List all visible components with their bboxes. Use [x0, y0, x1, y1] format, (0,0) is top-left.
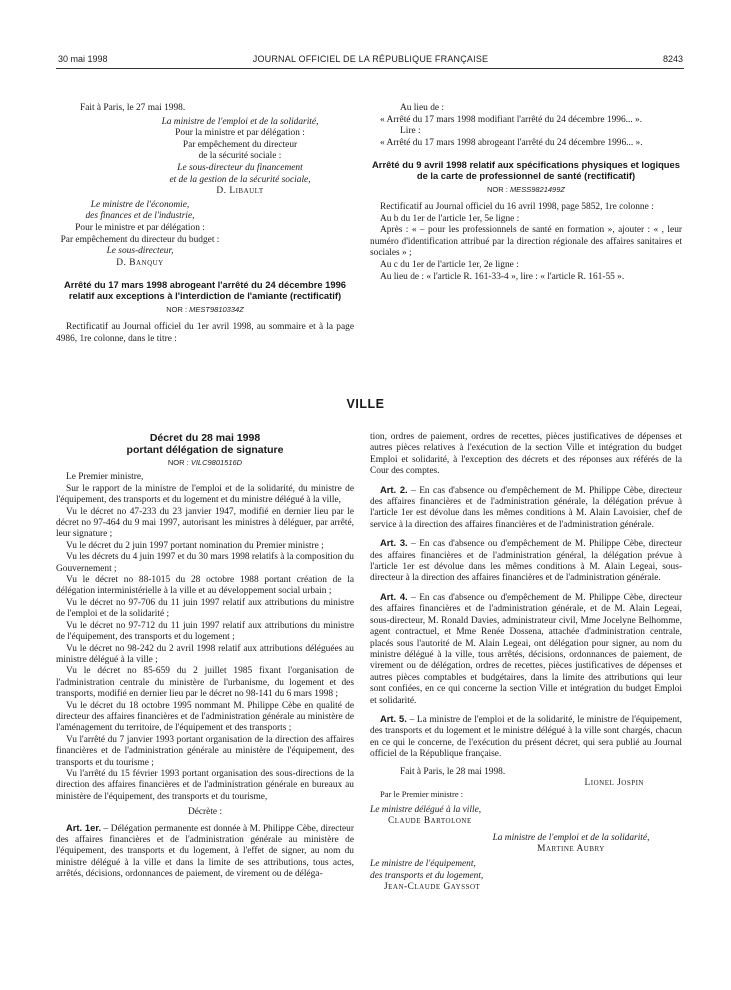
signature-title: La ministre de l'emploi et de la solidarité, — [492, 832, 650, 843]
sig2-line: Par empêchement du directeur du budget : — [60, 234, 220, 245]
decret-paragraph: Vu le décret no 97-706 du 11 juin 1997 relatif aux attributions du ministre de l'emploi et de la solidarité ; — [56, 597, 354, 620]
signature-block-1 — [126, 117, 354, 198]
decret-right-column — [370, 432, 682, 894]
nor-line: NOR : MEST9810334Z — [166, 305, 244, 315]
article-5-text: – La ministre de l'emploi et de la solidarité, le ministre de l'équipement, des transports et du logement et le ministre délégué à la ville sont chargés, chacun en ce qui le concerne, de l'exécution du présent décret, qui sera publié au Journal officiel de la République française. — [370, 714, 682, 760]
article-4 — [370, 591, 682, 707]
sig1-line: Pour la ministre et par délégation : — [175, 128, 305, 139]
article-3-label: Art. 3. — [380, 537, 408, 549]
nor-line: NOR : VILC9801516D — [167, 458, 243, 467]
sig1-line: et de la gestion de la sécurité sociale, — [169, 174, 311, 185]
paragraph: Au b du 1er de l'article 1er, 5e ligne : — [380, 213, 520, 224]
paragraph: Lire : — [400, 126, 421, 137]
decret-subtitle: portant délégation de signature — [126, 444, 284, 456]
signature-title: des transports et du logement, — [370, 870, 484, 881]
nor-code: MEST9810334Z — [189, 305, 244, 315]
paragraph: Au lieu de : — [400, 103, 445, 113]
decret-left-column — [56, 432, 354, 881]
sig1-line: La ministre de l'emploi et de la solidarité, — [161, 116, 319, 127]
sig1-line: de la sécurité sociale : — [198, 151, 282, 162]
signature-ville — [370, 805, 682, 828]
signature-name: Martine Aubry — [537, 844, 605, 854]
nor-code: MESS9821499Z — [509, 185, 565, 195]
decret-paragraph: Vu l'arrêté du 7 janvier 1993 portant organisation de la direction des affaires financières et de l'administration générale au ministère de l'équipement, des transports et du tourisme ; — [56, 734, 354, 768]
par-premier-ministre: Par le Premier ministre : — [380, 789, 464, 800]
decrete-line: Décrète : — [187, 807, 223, 818]
nor-code: VILC9801516D — [190, 458, 243, 467]
article-3 — [370, 537, 682, 585]
article-5-label: Art. 5. — [380, 712, 407, 724]
decret-paragraph: Sur le rapport de la ministre de l'emploi et de la solidarité, du ministre de l'équipement, des transports et du logement et du ministre délégué à la ville, — [56, 483, 354, 506]
article-1 — [56, 822, 354, 881]
paragraph: « Arrêté du 17 mars 1998 modifiant l'arrêté du 24 décembre 1996... ». — [380, 114, 643, 125]
signature-name: Lionel Jospin — [584, 777, 644, 788]
decret-paragraph: Vu le décret no 88-1015 du 28 octobre 1988 portant création de la délégation interministérielle à la ville et au développement social urbain ; — [56, 575, 354, 597]
header-page-number: 8243 — [662, 54, 683, 64]
top-left-column — [56, 103, 354, 345]
sig2-line: Le sous-directeur, — [106, 246, 174, 257]
signature-block-2 — [56, 200, 224, 270]
decret-paragraph: Vu le décret no 97-712 du 11 juin 1997 relatif aux attributions du ministre de l'équipement, des transports et du logement ; — [56, 620, 354, 643]
sig1-line: Le sous-directeur du financement — [177, 162, 303, 173]
decret-paragraph: Vu le décret no 47-233 du 23 janvier 1947, modifié en dernier lieu par le décret no 97-464 du 9 mai 1997, autorisant les ministres à déléguer, par arrêté, leur signature ; — [56, 506, 354, 540]
article-2-label: Art. 2. — [380, 483, 408, 495]
article-1-text: – Délégation permanente est donnée à M. Philippe Cèbe, directeur des affaires financières et de l'administration générale au ministère de l'équipement, des transports et du logement, à l'effet de signer, au nom du ministre délégué à la ville et dans la limite de ses attributions, tous actes, arrêtés, décisions, ordonnances de paiement, de virement ou de déléga- — [56, 823, 354, 880]
decret-paragraph: Vu le décret no 85-659 du 2 juillet 1985 fixant l'organisation de l'administration centrale du ministère de l'urbanisme, du logement et des transports, modifié en dernier lieu par le décret no 98-141 du 6 mars 1998 ; — [56, 666, 354, 700]
sig2-line: Pour le ministre et par délégation : — [75, 222, 205, 233]
header-rule — [56, 68, 684, 69]
decret-paragraph: Vu le décret du 18 octobre 1995 nommant M. Philippe Cèbe en qualité de directeur des affaires financières et de l'administration générale au ministère de l'aménagement du territoire, de l'équipement et des transports ; — [56, 700, 354, 734]
rectificatif-paragraph: Rectificatif au Journal officiel du 1er avril 1998, au sommaire et à la page 4986, 1re colonne, dans le titre : — [56, 321, 354, 344]
sig1-line: Par empêchement du directeur — [182, 139, 298, 150]
decret-title: Décret du 28 mai 1998 — [149, 432, 261, 444]
signature-name: Claude Bartolone — [388, 816, 472, 827]
decret-paragraph: Vu les décrets du 4 juin 1997 et du 30 mars 1998 relatifs à la composition du Gouvernement ; — [56, 552, 354, 574]
article-2-text: – En cas d'absence ou d'empêchement de M. Philippe Cèbe, directeur des affaires financières et de l'administration générale, la délégation prévue à l'article 1er est dévolue dans les mêmes conditions à M. Alain Lavoisier, chef de service à la direction des affaires financières et de l'administration générale. — [370, 485, 682, 530]
decret-paragraph: Vu l'arrêté du 15 février 1993 portant organisation des sous-directions de la direction des affaires financières et de l'administration générale en bureaux au ministère de l'équipement, des transports et du tourisme, — [56, 768, 354, 802]
fait-a-paris-1: Fait à Paris, le 27 mai 1998. — [80, 103, 186, 113]
signature-jospin — [370, 778, 644, 789]
arrete-17-mars-title: Arrêté du 17 mars 1998 abrogeant l'arrêté du 24 décembre 1996 relatif aux exceptions à l'interdiction de l'amiante (rectificatif) — [63, 279, 347, 302]
signature-name: Jean-Claude Gayssot — [384, 882, 481, 893]
paragraph: « Arrêté du 17 mars 1998 abrogeant l'arrêté du 24 décembre 1996... ». — [380, 137, 643, 148]
paragraph: Au c du 1er de l'article 1er, 2e ligne : — [380, 259, 519, 270]
signature-emploi — [460, 833, 682, 856]
article-2 — [370, 484, 682, 532]
article-4-text: – En cas d'absence ou d'empêchement de M. Philippe Cèbe, directeur des affaires financières et de l'administration générale, et de M. Alain Legeai, sous-directeur, M. Ronald Davies, administrateur civil, Mme Jocelyne Belhomme, agent contractuel, et Mme Renée Dossena, attachée d'administration centrale, placés sous l'autorité de M. Alain Legeai, ont délégation pour signer, au nom du ministre délégué à la ville, tous arrêtés, décisions, ordonnances de paiement, de virement ou de délégation, ordres de recettes, pièces justificatives de dépenses et autres pièces comptables et budgétaires, dans la limite des attributions qui leur sont confiées, en ce qui concerne la section Ville et intégration du budget Emploi et solidarité. — [370, 592, 682, 706]
nor-line: NOR : MESS9821499Z — [487, 185, 565, 195]
top-right-column — [370, 103, 682, 283]
article-1-label: Art. 1er. — [66, 821, 102, 833]
article-3-text: – En cas d'absence ou d'empêchement de M. Philippe Cèbe, directeur des affaires financières et de l'administration général, la délégation prévue à l'article 1er est dévolue dans les mêmes conditions à M. Alain Legeai, sous-directeur à la direction des affaires financières et de l'administration générale. — [370, 539, 682, 584]
article-4-label: Art. 4. — [380, 590, 408, 602]
sig2-line: des finances et de l'industrie, — [85, 211, 195, 222]
article-5 — [370, 713, 682, 761]
signature-title: Le ministre délégué à la ville, — [370, 804, 482, 815]
decret-paragraph: Vu le décret no 98-242 du 2 avril 1998 relatif aux attributions déléguées au ministre délégué à la ville ; — [56, 643, 354, 665]
sig2-line: Le ministre de l'économie, — [90, 199, 190, 210]
decret-paragraph: Vu le décret du 2 juin 1997 portant nomination du Premier ministre ; — [66, 540, 324, 551]
sig2-name: D. Banquy — [116, 257, 164, 268]
header-journal-title: JOURNAL OFFICIEL DE LA RÉPUBLIQUE FRANÇAISE — [252, 54, 489, 64]
arrete-9-avril-title: Arrêté du 9 avril 1998 relatif aux spécifications physiques et logiques de la carte de professionnel de santé (rectificatif) — [372, 159, 680, 182]
article-1-continuation: tion, ordres de paiement, ordres de recettes, pièces justificatives de dépenses et autres pièces relatives à l'exécution de la section Ville et intégration du budget Emploi et solidarité, à l'exception des décrets et des réponses aux référés de la Cour des comptes. — [370, 432, 682, 477]
section-heading-ville: VILLE — [346, 397, 385, 411]
paragraph: Rectificatif au Journal officiel du 16 avril 1998, page 5852, 1re colonne : — [380, 201, 654, 212]
paragraph: Après : « – pour les professionnels de santé en formation », ajouter : « , leur numéro d'identification attribué par la direction régionale des affaires sanitaires et sociales » ; — [370, 225, 682, 259]
paragraph: Au lieu de : « l'article R. 161-33-4 », lire : « l'article R. 161-55 ». — [380, 271, 625, 282]
sig1-name: D. Libault — [216, 186, 264, 197]
fait-a-paris-2: Fait à Paris, le 28 mai 1998. — [400, 766, 506, 777]
decret-paragraph: Le Premier ministre, — [66, 472, 144, 483]
signature-equipement — [370, 859, 682, 893]
header-date: 30 mai 1998 — [58, 54, 108, 64]
signature-title: Le ministre de l'équipement, — [370, 859, 476, 870]
